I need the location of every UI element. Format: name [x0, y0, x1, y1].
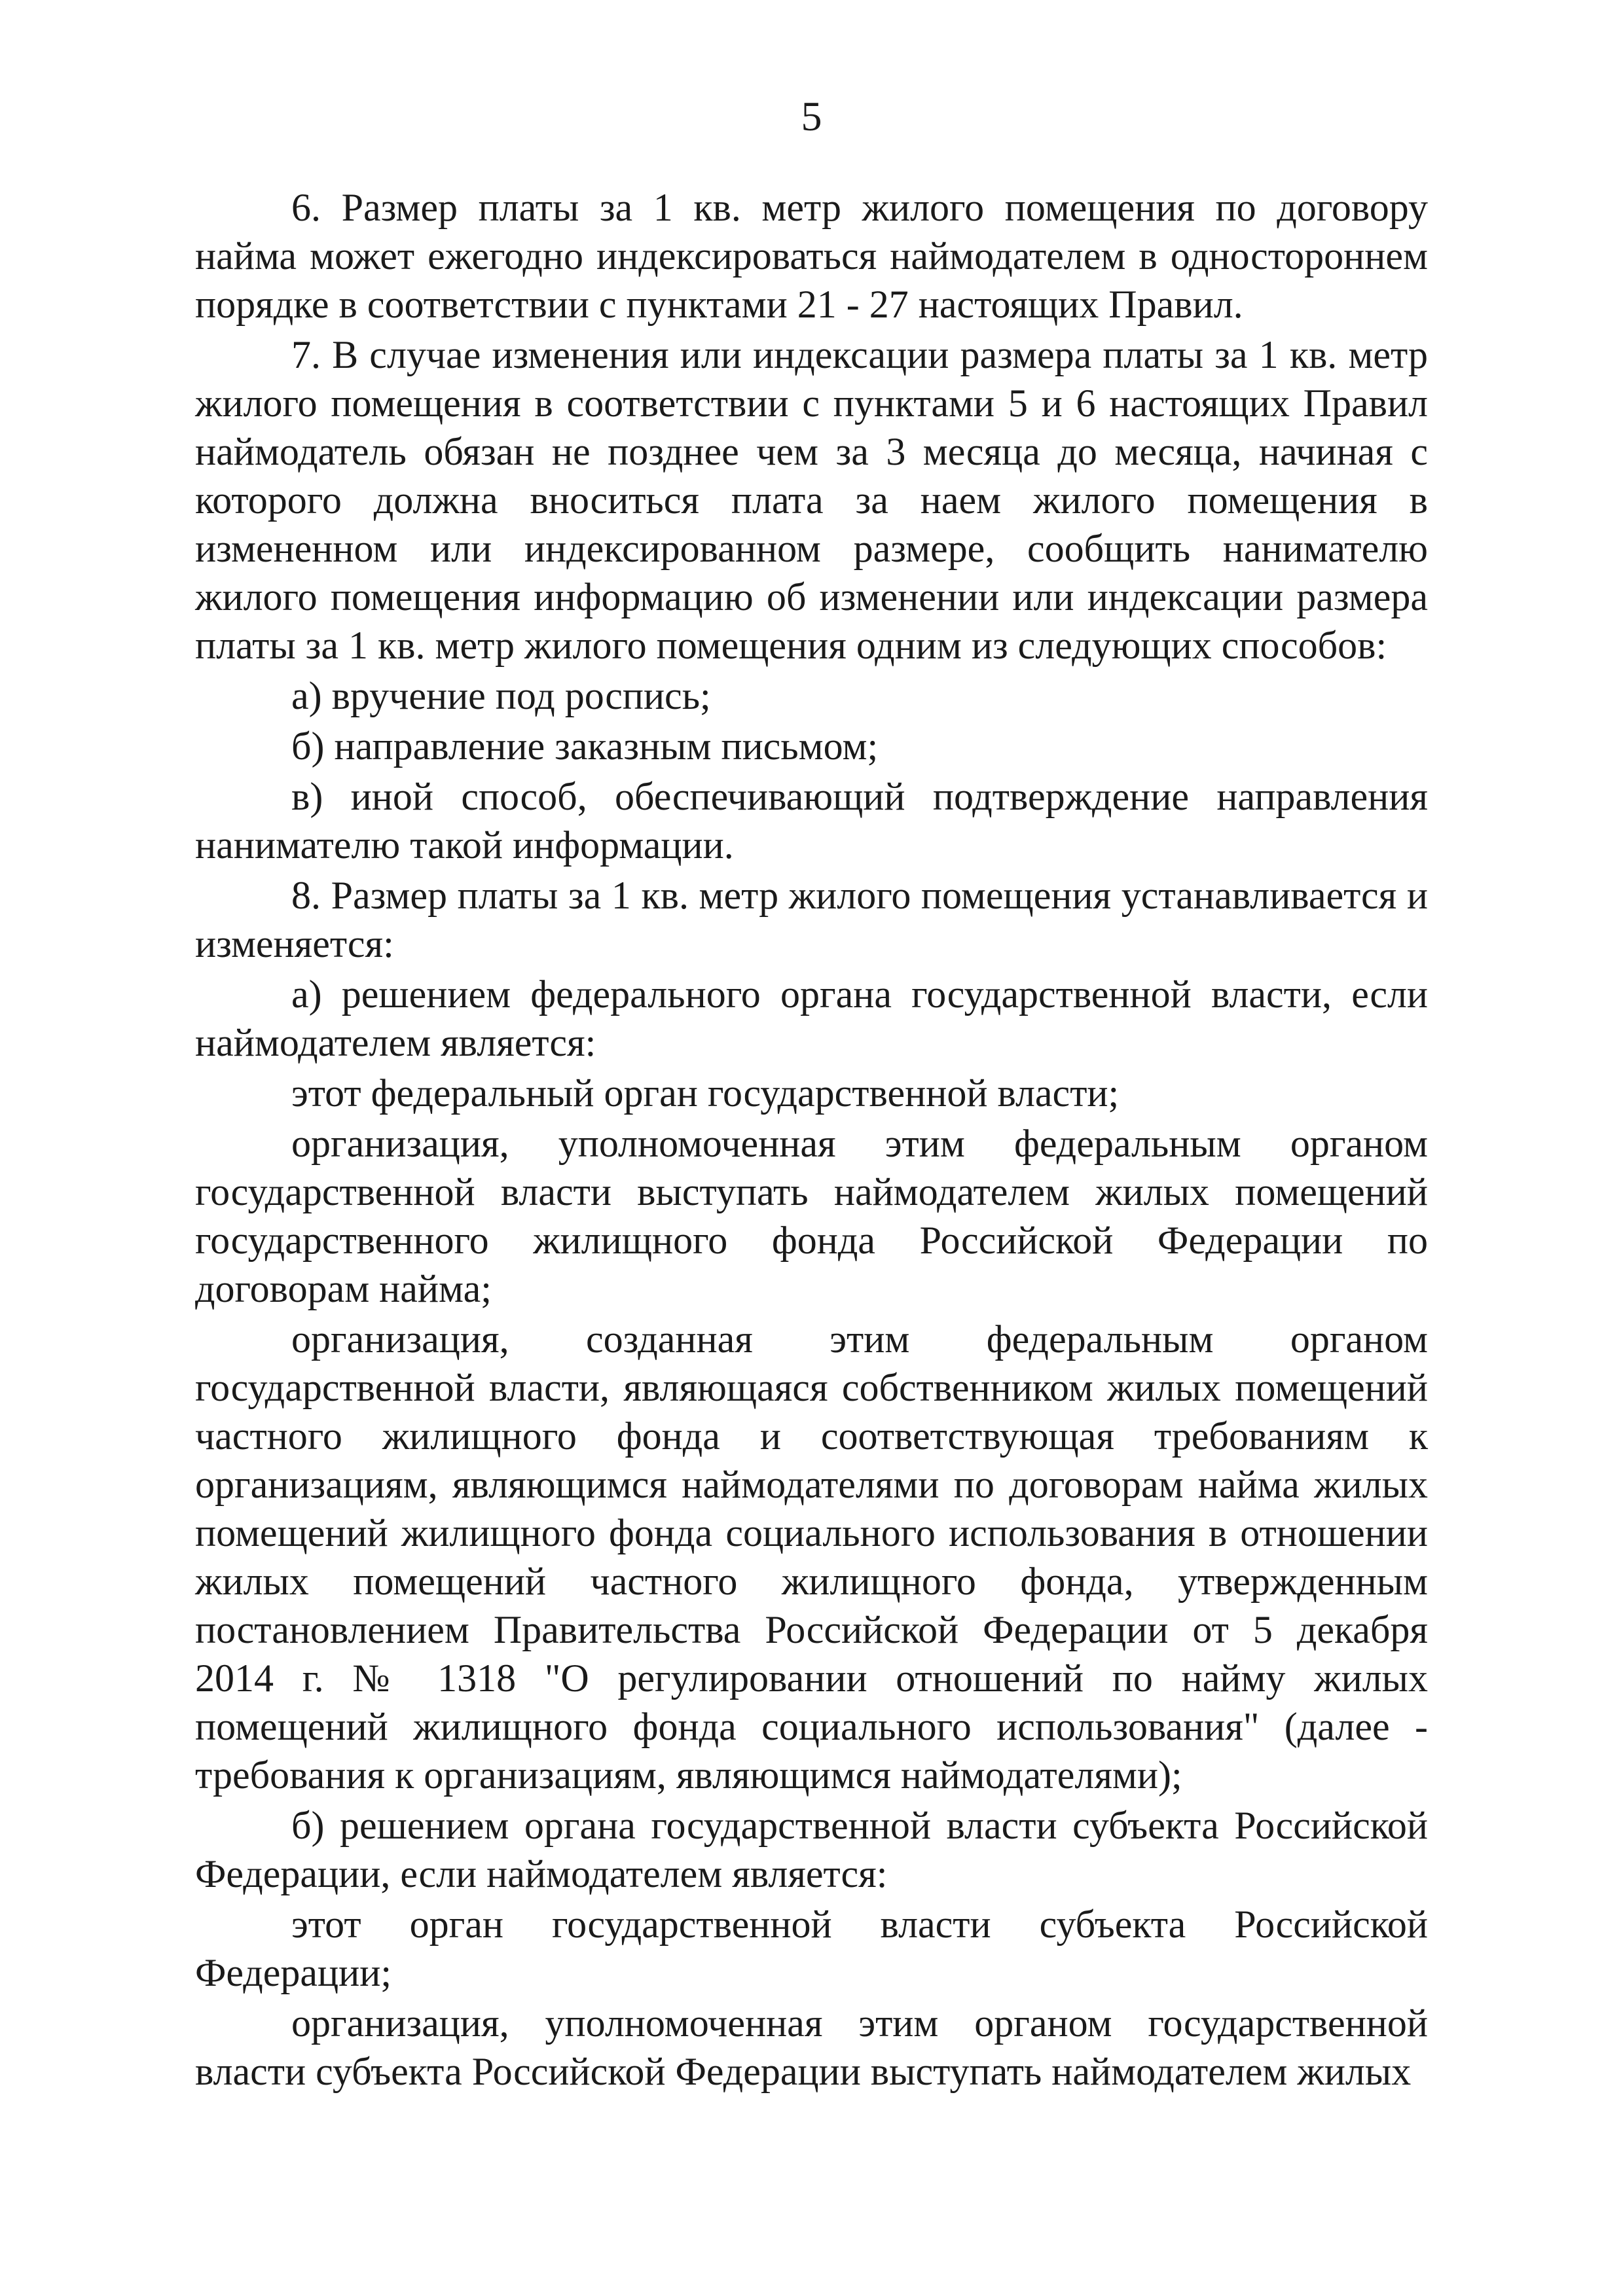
paragraph-7-notification: 7. В случае изменения или индексации размера платы за 1 кв. метр жилого помещения в соответствии с пунктами 5 и 6 настоящих Правил наймодатель обязан не позднее чем за 3 месяца до месяца, начиная с которого должна вноситься плата за наем жилого помещения в измененном или индексированном размере, сообщить нанимателю жилого помещения информацию об изменении или индексации размера платы за 1 кв. метр жилого помещения одним из следующих способов: — [195, 333, 1428, 667]
list-item-a-federal-decision: а) решением федерального органа государственной власти, если наймодателем является: — [195, 973, 1428, 1064]
list-item-regional-authorized-organization: организация, уполномоченная этим органом государственной власти субъекта Российской Федерации выступать наймодателем жилых — [195, 2001, 1428, 2093]
list-item-regional-body: этот орган государственной власти субъекта Российской Федерации; — [195, 1903, 1428, 1994]
list-item-authorized-organization: организация, уполномоченная этим федеральным органом государственной власти выступать наймодателем жилых помещений государственного жилищного фонда Российской Федерации по договорам найма; — [195, 1122, 1428, 1310]
list-item-v-other-method: в) иной способ, обеспечивающий подтверждение направления нанимателю такой информации. — [195, 775, 1428, 867]
list-item-a-handover: а) вручение под роспись; — [291, 674, 711, 717]
list-item-b-regional-decision: б) решением органа государственной власти субъекта Российской Федерации, если наймодателем является: — [195, 1804, 1428, 1895]
paragraph-6-payment-indexation: 6. Размер платы за 1 кв. метр жилого помещения по договору найма может ежегодно индексироваться наймодателем в одностороннем порядке в соответствии с пунктами 21 - 27 настоящих Правил. — [195, 186, 1428, 326]
document-body — [195, 183, 1428, 2096]
list-item-created-organization: организация, созданная этим федеральным органом государственной власти, являющаяся собственником жилых помещений частного жилищного фонда и соответствующая требованиям к организациям, являющимся наймодателями по договорам найма жилых помещений жилищного фонда социального использования в отношении жилых помещений частного жилищного фонда, утвержденным постановлением Правительства Российской Федерации от 5 декабря 2014 г. № 1318 "О регулировании отношений по найму жилых помещений жилищного фонда социального использования" (далее - требования к организациям, являющимся наймодателями); — [195, 1318, 1428, 1797]
paragraph-8-payment-setting: 8. Размер платы за 1 кв. метр жилого помещения устанавливается и изменяется: — [195, 874, 1428, 965]
page-number: 5 — [801, 93, 822, 139]
list-item-b-registered-letter: б) направление заказным письмом; — [291, 725, 879, 768]
list-item-federal-body: этот федеральный орган государственной власти; — [291, 1071, 1120, 1115]
